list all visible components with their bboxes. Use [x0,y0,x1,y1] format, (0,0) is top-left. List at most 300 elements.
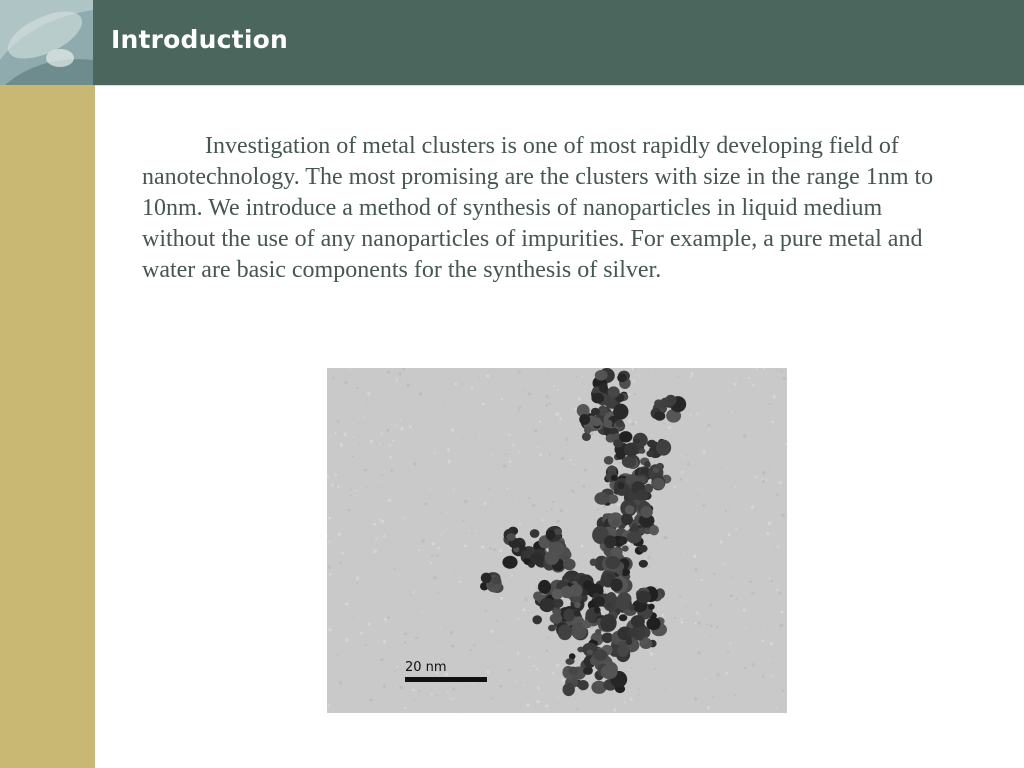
texture-speck [509,460,512,463]
texture-speck [722,646,723,647]
texture-speck [364,468,367,471]
nanoparticle [640,506,652,518]
texture-speck [421,612,423,614]
texture-speck [381,520,384,523]
texture-speck [381,433,383,435]
texture-speck [418,549,420,551]
texture-speck [545,404,548,407]
texture-speck [556,520,559,523]
texture-speck [697,493,699,495]
texture-speck [763,628,764,629]
texture-speck [356,490,358,492]
texture-speck [349,488,351,490]
texture-speck [744,627,746,629]
texture-speck [509,465,510,466]
texture-speck [501,647,502,648]
texture-speck [462,438,463,439]
header-divider [95,85,1024,86]
nanoparticle [635,490,648,501]
texture-speck [705,636,706,637]
nanoparticle [595,370,608,381]
nanoparticle [594,607,601,614]
nanoparticle [590,559,597,566]
texture-speck [687,463,690,466]
texture-speck [771,580,773,582]
texture-speck [499,685,502,688]
texture-speck [447,460,451,464]
texture-speck [690,375,692,377]
texture-speck [728,533,731,536]
texture-speck [556,412,559,415]
texture-speck [768,521,772,525]
texture-speck [521,487,522,488]
texture-speck [582,485,585,488]
texture-speck [558,697,560,699]
texture-speck [624,701,626,703]
texture-speck [392,440,394,442]
texture-speck [404,641,407,644]
texture-speck [431,555,433,557]
texture-speck [772,662,773,663]
nanoparticle [606,603,612,608]
texture-speck [485,610,488,613]
texture-speck [389,444,391,446]
texture-speck [449,697,450,698]
texture-speck [576,376,578,378]
nanoparticle [616,595,630,610]
texture-speck [412,689,415,692]
texture-speck [663,423,665,425]
texture-speck [735,486,737,488]
texture-speck [499,550,502,553]
texture-speck [769,403,771,405]
texture-speck [727,651,729,653]
texture-speck [578,481,580,483]
texture-speck [777,369,778,370]
texture-speck [693,621,694,622]
texture-speck [431,693,433,695]
texture-speck [548,370,550,372]
texture-speck [613,709,616,712]
nanoparticle [553,610,561,619]
texture-speck [429,488,431,490]
nanoparticle [558,624,573,640]
texture-speck [597,509,599,511]
texture-speck [437,547,440,550]
texture-speck [447,691,449,693]
texture-speck [524,598,528,602]
texture-speck [473,644,475,646]
nanoparticle [617,482,624,489]
texture-speck [767,609,769,611]
texture-speck [523,608,526,611]
texture-speck [443,531,444,532]
nanoparticle [649,525,659,535]
nanoparticle [639,560,648,568]
texture-speck [500,597,503,600]
nanoparticle [574,602,581,608]
texture-speck [430,562,433,565]
texture-speck [384,618,387,621]
texture-speck [409,425,412,428]
texture-speck [629,420,632,423]
texture-speck [337,420,340,423]
texture-speck [479,433,480,434]
texture-speck [631,423,634,426]
nanoparticle [646,617,660,630]
texture-speck [706,707,707,708]
texture-speck [735,528,737,530]
nanoparticle [614,488,620,494]
nanoparticle [563,559,576,571]
texture-speck [487,670,490,673]
texture-speck [518,410,520,412]
texture-speck [434,641,436,643]
texture-speck [545,395,548,398]
texture-speck [418,690,421,693]
nanoparticle [639,448,646,454]
texture-speck [628,393,630,395]
texture-speck [533,665,535,667]
texture-speck [546,511,547,512]
texture-speck [775,429,776,430]
texture-speck [528,392,532,396]
texture-speck [367,392,370,395]
texture-speck [348,509,351,512]
texture-speck [450,631,453,634]
nanoparticle [579,414,590,425]
texture-speck [680,478,683,481]
texture-speck [353,617,354,618]
texture-speck [650,552,651,553]
texture-speck [434,452,436,454]
texture-speck [713,573,715,575]
texture-speck [753,389,754,390]
texture-speck [704,679,706,681]
texture-speck [373,550,376,553]
texture-speck [524,391,525,392]
texture-speck [536,668,539,671]
texture-speck [501,398,503,400]
texture-speck [468,530,470,532]
texture-speck [453,569,455,571]
texture-speck [596,520,597,521]
texture-speck [453,489,455,491]
texture-speck [536,700,539,703]
nanoparticle [591,393,604,404]
texture-speck [743,609,746,612]
nanoparticle [646,450,654,457]
texture-speck [395,670,396,671]
texture-speck [508,434,510,436]
texture-speck [451,644,454,647]
texture-speck [343,433,346,436]
texture-speck [489,547,492,550]
texture-speck [721,467,722,468]
texture-speck [395,685,396,686]
texture-speck [751,592,754,595]
texture-speck [755,476,757,478]
nanoparticle [584,427,591,434]
texture-speck [697,651,700,654]
nanoparticle [604,535,616,548]
texture-speck [476,530,478,532]
texture-speck [680,618,682,620]
nanoparticle [644,461,651,468]
texture-speck [327,704,330,707]
texture-speck [379,519,381,521]
texture-speck [762,480,765,483]
texture-speck [549,403,551,405]
texture-speck [647,649,648,650]
nanoparticle [621,514,633,525]
texture-speck [413,591,415,593]
texture-speck [710,624,713,627]
texture-speck [762,675,765,678]
texture-speck [378,481,379,482]
nanoparticle [619,614,627,621]
texture-speck [404,707,406,709]
nanoparticle [583,580,593,590]
texture-speck [776,589,778,591]
texture-speck [503,465,506,468]
texture-speck [331,484,334,487]
texture-speck [571,490,574,493]
texture-speck [779,481,782,484]
texture-speck [406,615,407,616]
texture-speck [557,390,559,392]
texture-speck [627,370,628,371]
nanoparticle [665,395,676,406]
texture-speck [630,698,633,701]
nanoparticle [656,463,664,470]
texture-speck [482,403,485,406]
texture-speck [776,493,779,496]
texture-speck [387,617,390,620]
texture-speck [701,579,703,581]
micrograph-image [327,368,787,713]
texture-speck [664,536,667,539]
nanoparticle [569,667,578,675]
texture-speck [676,467,677,468]
texture-speck [493,548,496,551]
nanoparticle [481,573,492,584]
texture-speck [768,577,770,579]
texture-speck [366,487,368,489]
texture-speck [470,649,472,651]
nanoparticle [648,604,655,610]
texture-speck [512,444,514,446]
texture-speck [464,544,467,547]
texture-speck [399,419,401,421]
nanoparticle [563,609,575,622]
texture-speck [356,387,358,389]
texture-speck [752,663,755,666]
texture-speck [696,611,699,614]
texture-speck [734,694,736,696]
texture-speck [780,624,783,627]
texture-speck [662,614,665,617]
texture-speck [707,706,710,709]
texture-speck [454,383,457,386]
texture-speck [432,542,436,546]
texture-speck [728,509,729,510]
texture-speck [603,505,606,508]
scale-bar-label: 20 nm [405,660,447,675]
texture-speck [506,487,508,489]
texture-speck [566,444,567,445]
texture-speck [443,402,444,403]
nanoparticle [601,664,618,679]
texture-speck [549,453,551,455]
texture-speck [553,385,555,387]
texture-speck [719,541,722,544]
texture-speck [364,417,366,419]
texture-speck [685,606,687,608]
texture-speck [451,698,453,700]
texture-speck [556,664,559,667]
texture-speck [404,380,405,381]
texture-speck [412,472,413,473]
nanoparticle [654,411,665,421]
nanoparticle [539,598,554,612]
texture-speck [539,421,541,423]
texture-speck [447,448,450,451]
texture-speck [335,485,337,487]
nanoparticle [552,589,563,600]
texture-speck [679,596,681,598]
texture-speck [774,466,775,467]
texture-speck [345,638,349,642]
texture-speck [361,405,363,407]
nanoparticle [605,556,620,569]
nanoparticle [647,440,656,448]
texture-speck [434,476,436,478]
texture-speck [360,632,363,635]
texture-speck [415,637,417,639]
texture-speck [717,673,720,676]
texture-speck [581,375,583,377]
nanoparticle [566,658,574,665]
texture-speck [447,613,448,614]
texture-speck [761,478,763,480]
nanoparticle [594,596,605,606]
texture-speck [647,565,650,568]
texture-speck [725,672,728,675]
texture-speck [569,513,570,514]
texture-speck [481,545,484,548]
texture-speck [681,621,684,624]
texture-speck [733,383,736,386]
texture-speck [634,393,637,396]
texture-speck [439,511,441,513]
texture-speck [684,458,685,459]
nanoparticle [612,519,619,526]
texture-speck [413,700,415,702]
texture-speck [561,451,562,452]
texture-speck [730,594,733,597]
texture-speck [411,639,412,640]
texture-speck [370,440,373,443]
nanoparticle [625,505,635,514]
texture-speck [362,671,363,672]
scale-bar [405,677,487,682]
nanoparticle [631,615,645,627]
texture-speck [781,611,784,614]
texture-speck [440,628,441,629]
texture-speck [748,377,750,379]
nanoparticle [638,528,645,535]
texture-speck [532,504,535,507]
texture-speck [638,694,640,696]
texture-speck [693,555,696,558]
texture-speck [650,372,652,374]
texture-speck [655,586,658,589]
nanoparticle [624,443,638,457]
texture-speck [632,379,635,382]
texture-speck [459,580,462,583]
nanoparticle [638,545,647,553]
texture-speck [767,659,769,661]
texture-speck [580,544,583,547]
texture-speck [524,685,526,687]
nanoparticle [548,625,556,632]
nanoparticle [611,475,618,481]
texture-speck [491,697,493,699]
texture-speck [617,503,620,506]
nanoparticle [652,478,665,489]
texture-speck [411,594,413,596]
texture-speck [725,510,727,512]
texture-speck [731,577,733,579]
texture-speck [380,658,383,661]
texture-speck [696,413,698,415]
texture-speck [373,523,376,526]
nanoparticle [592,634,601,641]
texture-speck [781,514,784,517]
texture-speck [519,451,521,453]
texture-speck [390,469,393,472]
texture-speck [492,454,494,456]
texture-speck [546,636,548,638]
texture-speck [359,444,361,446]
nanoparticle [594,649,608,660]
texture-speck [774,481,775,482]
texture-speck [350,368,352,370]
texture-speck [638,688,640,690]
texture-speck [359,423,360,424]
texture-speck [539,453,542,456]
texture-speck [530,542,531,543]
texture-speck [765,479,767,481]
texture-speck [782,690,784,692]
texture-speck [337,485,340,488]
texture-speck [335,474,338,477]
texture-speck [732,412,733,413]
texture-speck [356,582,358,584]
texture-speck [400,427,403,430]
texture-speck [381,474,383,476]
texture-speck [535,587,538,590]
texture-speck [709,575,710,576]
nanoparticle [619,431,632,442]
texture-speck [773,395,776,398]
texture-speck [565,437,569,441]
texture-speck [619,462,621,464]
texture-speck [561,457,564,460]
texture-speck [518,371,521,374]
nanoparticle [600,614,616,632]
